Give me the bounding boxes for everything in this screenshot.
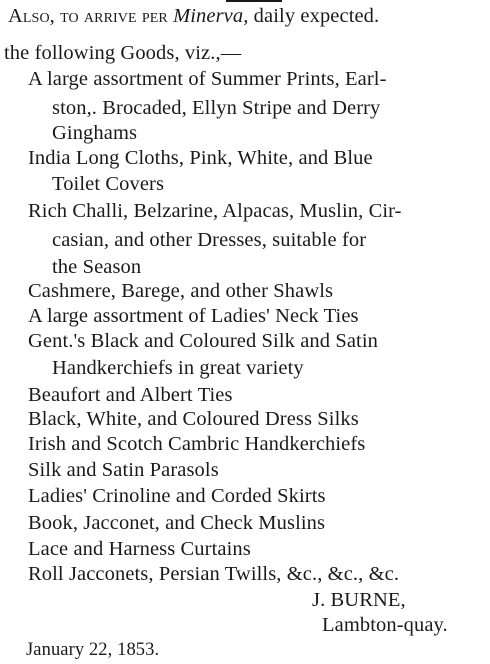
goods-item-continuation: the Season (52, 256, 142, 278)
goods-item-line: India Long Cloths, Pink, White, and Blue (28, 147, 373, 169)
intro-line-1 (8, 4, 379, 28)
intro-line-2: the following Goods, viz.,— (4, 42, 242, 64)
goods-item-line: A large assortment of Ladies' Neck Ties (28, 305, 359, 327)
goods-item-continuation: ston,. Brocaded, Ellyn Stripe and Derry (52, 97, 381, 119)
ship-name: Minerva, (173, 5, 249, 27)
goods-item-continuation: Ginghams (52, 122, 138, 144)
merchant-address: Lambton-quay. (322, 614, 448, 636)
goods-item-line: Irish and Scotch Cambric Handkerchiefs (28, 433, 366, 455)
goods-item-line: Roll Jacconets, Persian Twills, &c., &c., &c. (28, 563, 400, 585)
goods-item-line: Rich Challi, Belzarine, Alpacas, Muslin, Cir- (28, 200, 402, 222)
goods-item-line: Ladies' Crinoline and Corded Skirts (28, 485, 326, 507)
goods-item-continuation: casian, and other Dresses, suitable for (52, 229, 367, 251)
goods-item-line: Lace and Harness Curtains (28, 538, 251, 560)
goods-item-line: A large assortment of Summer Prints, Earl- (28, 68, 387, 90)
goods-item-line: Black, White, and Coloured Dress Silks (28, 408, 359, 430)
goods-item-line: Silk and Satin Parasols (28, 459, 219, 481)
goods-item-line: Beaufort and Albert Ties (28, 384, 233, 406)
advert-date: January 22, 1853. (26, 640, 160, 660)
goods-item-continuation: Handkerchiefs in great variety (52, 357, 304, 379)
goods-item-line: Book, Jacconet, and Check Muslins (28, 512, 326, 534)
merchant-name: J. BURNE, (312, 589, 406, 611)
goods-item-line: Cashmere, Barege, and other Shawls (28, 280, 334, 302)
goods-item-line: Gent.'s Black and Coloured Silk and Satin (28, 330, 378, 352)
intro-suffix: daily expected. (248, 5, 380, 27)
goods-item-continuation: Toilet Covers (52, 173, 165, 195)
intro-prefix: Also, to arrive per (8, 5, 174, 27)
